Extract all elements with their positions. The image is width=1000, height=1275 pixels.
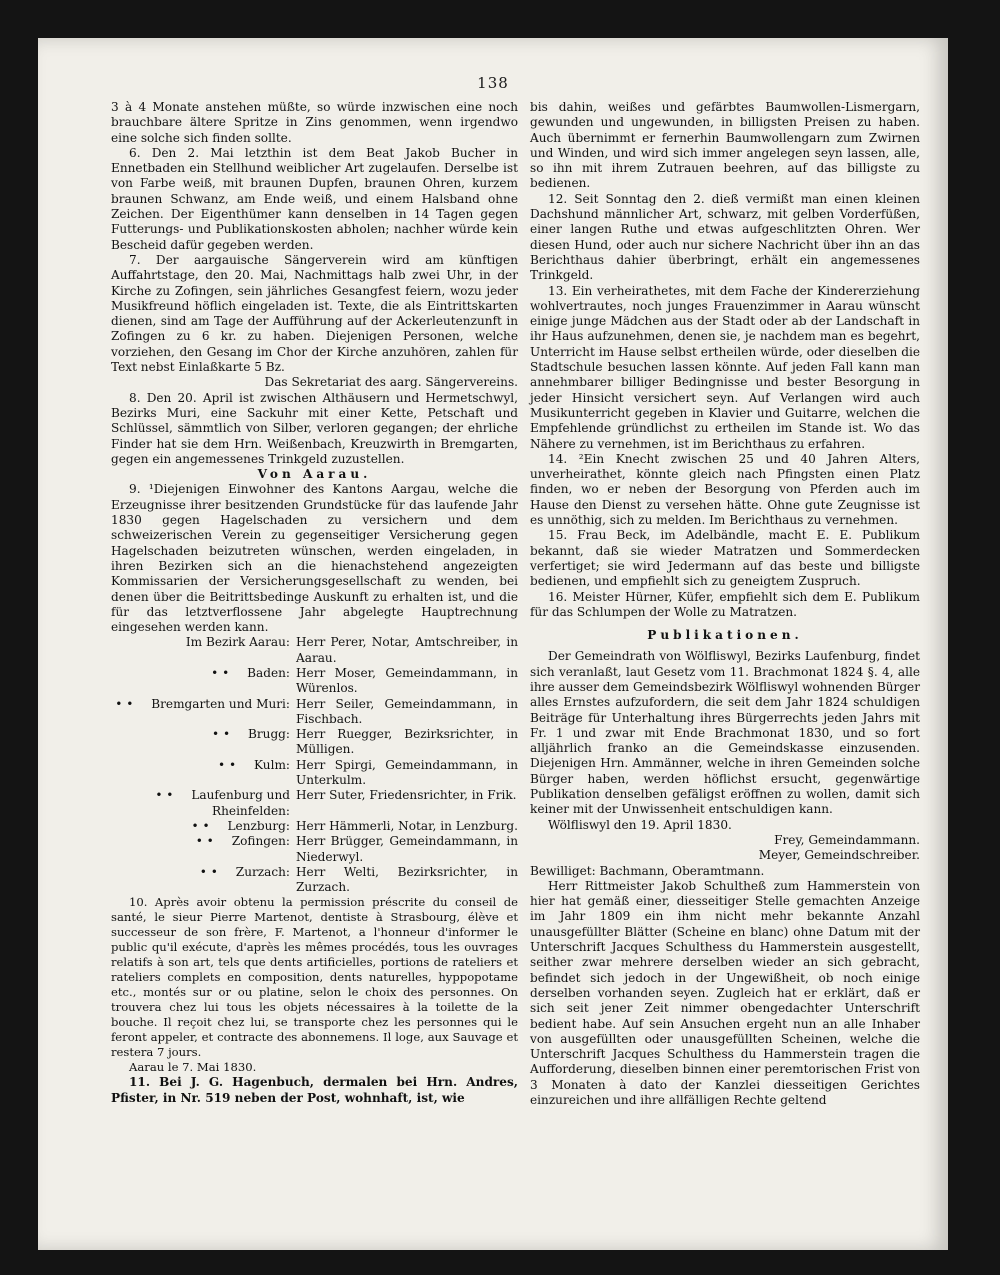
right-column: [530, 100, 920, 1108]
notice-9: 9. ¹Diejenigen Einwohner des Kantons Aargau, welche die Erzeugnisse ihrer besitzenden Grundstücke für das laufende Jahr 1830 gegen Hagelschaden zu versichern und dem schweizerischen Verein zu gegenseitiger Versicherung gegen Hagelschaden beizutreten wünschen, werden eingeladen, in ihren Bezirken sich an die hienachstehend angezeigten Kommissarien der Versicherungsgesellschaft zu wenden, bei denen über die Beitrittsbedinge Auskunft zu erhalten ist, und die für das letztverflossene Jahr abgelegte Hauptrechnung eingesehen werden kann.: [111, 482, 518, 635]
notice-16: 16. Meister Hürner, Küfer, empfiehlt sich dem E. Publikum für das Schlumpen der Wolle zu Matratzen.: [530, 589, 920, 619]
notice-13: 13. Ein verheirathetes, mit dem Fache der Kindererziehung wohlvertrautes, noch junges Frauenzimmer in Aarau wünscht einige junge Mädchen aus der Stadt oder ab der Landschaft in ihr Haus aufzunehmen, denen sie, je nachdem man es begehrt, Unterricht im Hause selbst ertheilen würde, oder dieselben die Stadtschule besuchen lassen könnte. Auf jeden Fall kann man annehmbarer billiger Bedingnisse und bester Besorgung in jeder Hinsicht versichert seyn. Auf Verlangen wird auch Musikunterricht gegeben in Klavier und Guitarre, welchen die Empfehlende gründlichst zu ertheilen im Stande ist. Wo das Nähere zu vernehmen, ist im Berichthaus zu erfahren.: [530, 283, 920, 451]
notice-7-signature: Das Sekretariat des aarg. Sängervereins.: [264, 375, 518, 390]
publication-1-approval: Bewilliget: Bachmann, Oberamtmann.: [530, 863, 765, 878]
page-number: 138: [477, 74, 509, 92]
heading-publikationen: Publikationen.: [647, 628, 803, 643]
notice-12: 12. Seit Sonntag den 2. dieß vermißt man einen kleinen Dachshund männlicher Art, schwarz, mit gelben Vorderfüßen, einer langen Ruthe und etwas aufgeschlitzten Ohren. Wer diesen Hund, oder auch nur sichere Nachricht über ihn an das Berichthaus dahier überbringt, erhält ein angemessenes Trinkgeld.: [530, 191, 920, 283]
notice-10-french: 10. Après avoir obtenu la permission préscrite du conseil de santé, le sieur Pierre Martenot, dentiste à Strasbourg, élève et successeur de son frère, F. Martenot, a l'honneur d'informer le public qu'il exécute, d'après les mêmes procédés, tous les ouvrages relatifs à son art, tels que dents artificielles, portions de rateliers et rateliers complets en composition, dents naturelles, hyppopotame etc., montés sur or ou platine, selon le choix des personnes. On trouvera chez lui tous les objets nécessaires à la toilette de la bouche. Il reçoit chez lui, se transporte chez les personnes qui le feront appeler, et contracte des abonnemens. Il loge, aux Sauvage et restera 7 jours.: [111, 895, 518, 1060]
heading-von-aarau: Von Aarau.: [257, 467, 372, 482]
publication-1-date: Wölfliswyl den 19. April 1830.: [548, 817, 732, 832]
newspaper-page: [38, 38, 948, 1250]
list-item: • • Zurzach: Herr Welti, Bezirksrichter, in Zurzach.: [199, 864, 518, 895]
notice-6: 6. Den 2. Mai letzthin ist dem Beat Jakob Bucher in Ennetbaden ein Stellhund weiblicher Art zugelaufen. Derselbe ist von Farbe weiß, mit braunen Dupfen, braunen Ohren, kurzem braunen Schwanz, am Ende weiß, und einem Halsband ohne Zeichen. Der Eigenthümer kann denselben in 14 Tagen gegen Futterungs- und Publikationskosten abholen; nachher würde kein Bescheid dafür gegeben werden.: [111, 145, 518, 252]
notice-11-continued: bis dahin, weißes und gefärbtes Baumwollen-Lismergarn, gewunden und ungewunden, in billigsten Preisen zu haben. Auch übernimmt er fernerhin Baumwollengarn zum Zwirnen und Winden, und wird sich immer angelegen seyn lassen, alle, so ihn mit ihrem Zutrauen beehren, auf das billigste zu bedienen.: [530, 100, 920, 191]
publication-1-signature-2: Meyer, Gemeindschreiber.: [758, 848, 920, 863]
left-column: [111, 100, 518, 1106]
notice-10-date: Aarau le 7. Mai 1830.: [129, 1060, 257, 1075]
list-item: • • Bremgarten und Muri: Herr Seiler, Gemeindammann, in Fischbach.: [115, 696, 518, 726]
paragraph-5-continued: 3 à 4 Monate anstehen müßte, so würde inzwischen eine noch brauchbare ältere Spritze in Zins genommen, wenn irgendwo eine solche sich finden sollte.: [111, 100, 518, 145]
list-item: Im Bezirk Aarau: Herr Perer, Notar, Amtschreiber, in Aarau.: [185, 635, 518, 665]
notice-11: 11. Bei J. G. Hagenbuch, dermalen bei Hrn. Andres, Pfister, in Nr. 519 neben der Post, wohnhaft, ist, wie: [111, 1075, 518, 1105]
list-item: • • Brugg: Herr Ruegger, Bezirksrichter, in Mülligen.: [211, 727, 518, 757]
notice-8: 8. Den 20. April ist zwischen Althäusern und Hermetschwyl, Bezirks Muri, eine Sackuhr mit einer Kette, Petschaft und Schlüssel, sämmtlich von Silber, verloren gegangen; der ehrliche Finder hat sie dem Hrn. Weißenbach, Kreuzwirth in Bremgarten, gegen ein angemessenes Trinkgeld zuzustellen.: [111, 390, 518, 466]
notice-14: 14. ²Ein Knecht zwischen 25 und 40 Jahren Alters, unverheirathet, könnte gleich nach Pfingsten einen Platz finden, wo er neben der Besorgung von Pferden auch im Hause den Dienst zu versehen hätte. Ohne gute Zeugnisse ist es unnöthig, sich zu melden. Im Berichthaus zu vernehmen.: [530, 451, 920, 528]
list-item: • • Zofingen: Herr Brügger, Gemeindammann, in Niederwyl.: [195, 834, 518, 864]
list-item: • • Kulm: Herr Spirgi, Gemeindammann, in Unterkulm.: [218, 757, 518, 788]
list-item: • • Lenzburg: Herr Hämmerli, Notar, in Lenzburg.: [191, 818, 518, 833]
notice-7: 7. Der aargauische Sängerverein wird am künftigen Auffahrtstage, den 20. Mai, Nachmittags halb zwei Uhr, in der Kirche zu Zofingen, sein jährliches Gesangfest feiern, wozu jeder Musikfreund höflich eingeladen ist. Texte, die als Eintrittskarten dienen, sind am Tage der Aufführung auf der Ackerleutenzunft in Zofingen zu 6 kr. zu haben. Diejenigen Personen, welche vorziehen, den Gesang im Chor der Kirche anzuhören, zahlen für Text nebst Einlaßkarte 5 Bz.: [111, 252, 518, 375]
publication-2: Herr Rittmeister Jakob Schultheß zum Hammerstein von hier hat gemäß einer, diesseitiger Stelle gemachten Anzeige im Jahr 1809 ein ihm nicht mehr bekannte Anzahl unausgefüllter Blätter (Scheine en blanc) ohne Datum mit der Unterschrift Jacques Schulthess du Hammerstein ausgestellt, seither zwar mehrere derselben wieder an sich gebracht, befindet sich jedoch in der Ungewißheit, ob noch einige derselben vorhanden seyen. Zugleich hat er erklärt, daß er sich seit jener Zeit nimmer obengedachter Unterschrift bedient habe. Auf sein Ansuchen ergeht nun an alle Inhaber von ausgefüllten oder unausgefüllten Scheinen, welche die Unterschrift Jacques Schulthess du Hammerstein tragen die Aufforderung, dieselben binnen einer peremtorischen Frist von 3 Monaten à dato der Kanzlei diesseitigen Gerichtes einzureichen und ihre allfälligen Rechte geltend: [530, 878, 920, 1107]
commissioner-list: [111, 635, 518, 895]
notice-15: 15. Frau Beck, im Adelbändle, macht E. E. Publikum bekannt, daß sie wieder Matratzen und Sommerdecken verfertiget; sie wird Jedermann auf das beste und billigste bedienen, und empfiehlt sich zu geneigtem Zuspruch.: [530, 528, 920, 589]
publication-1-signature-1: Frey, Gemeindammann.: [774, 832, 920, 847]
list-item: • • Baden: Herr Moser, Gemeindammann, in Würenlos.: [211, 665, 518, 696]
publication-1: Der Gemeindrath von Wölfliswyl, Bezirks Laufenburg, findet sich veranlaßt, laut Gesetz vom 11. Brachmonat 1824 §. 4, alle ihre ausser dem Gemeindsbezirk Wölfliswyl wohnenden Bürger alles Ernstes aufzufordern, die seit dem Jahr 1824 schuldigen Beiträge für Unterhaltung ihres Bürgerrechts jeden Jahrs mit Fr. 1 und zwar mit Ende Brachmonat 1830, und so fort alljährlich franko an die Gemeindskasse einzusenden. Diejenigen Hrn. Ammänner, welche in ihren Gemeinden solche Bürger haben, werden höflichst ersucht, gegenwärtige Publikation denselben gefäligst eröffnen zu wollen, damit sich keiner mit der Unwissenheit entschuldigen kann.: [530, 649, 920, 817]
list-item: • • Laufenburg und Rheinfelden: Herr Suter, Friedensrichter, in Frik.: [155, 788, 517, 818]
